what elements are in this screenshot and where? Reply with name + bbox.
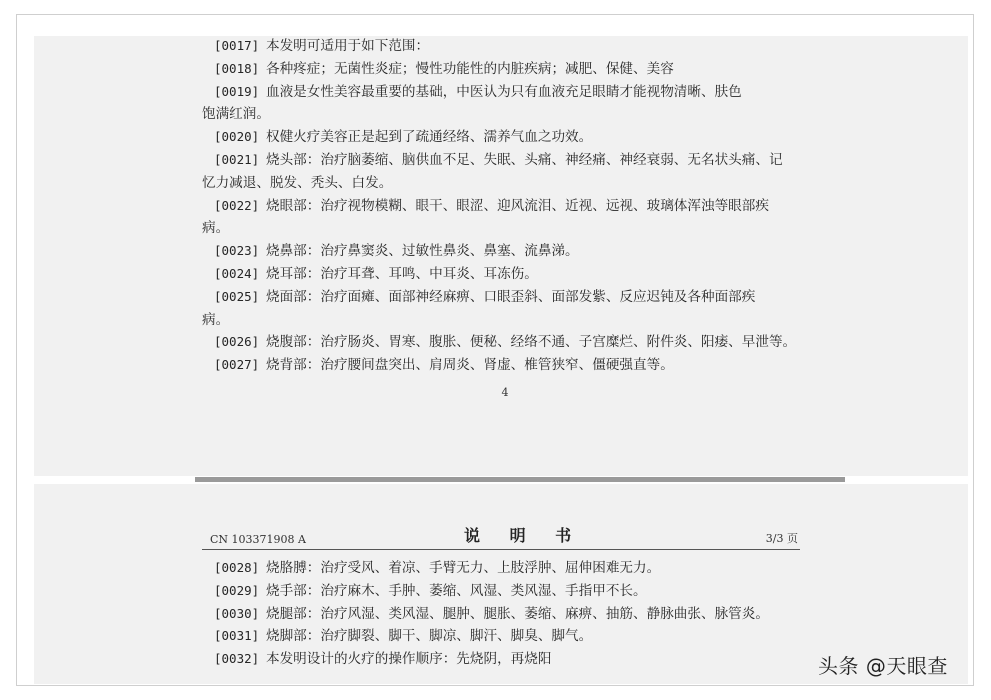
paragraph-text: 本发明可适用于如下范围： — [266, 38, 430, 54]
page-number: 4 — [501, 386, 509, 399]
document-title: 说 明 书 — [464, 526, 584, 545]
paragraph-number: [0031] — [214, 628, 260, 644]
paragraph-number: [0032] — [214, 651, 260, 667]
paragraph-line — [202, 240, 802, 263]
paragraph-line — [202, 625, 802, 648]
paragraph-line — [202, 263, 802, 286]
paragraph-line — [202, 149, 802, 172]
paragraph-number: [0021] — [214, 152, 260, 167]
paragraph-line — [202, 58, 802, 81]
paragraph-number: [0030] — [214, 605, 260, 621]
paragraph-text: 烧面部：治疗面瘫、面部神经麻痹、口眼歪斜、面部发紫、反应迟钝及各种面部疾 — [266, 288, 756, 305]
paragraph-text: 烧腿部：治疗风湿、类风湿、腿肿、腿胀、萎缩、麻痹、抽筋、静脉曲张、脉管炎。 — [266, 605, 769, 622]
paragraph-text: 烧脚部：治疗脚裂、脚干、脚凉、脚汗、脚臭、脚气。 — [266, 628, 593, 645]
paragraph-line — [202, 557, 802, 580]
paragraph-number: [0024] — [214, 266, 260, 281]
paragraph-line — [202, 195, 802, 218]
paragraph-text: 饱满红润。 — [202, 106, 270, 123]
paragraph-number: [0018] — [214, 60, 260, 76]
paragraph-text: 病。 — [202, 311, 230, 328]
patent-number: CN 103371908 A — [210, 533, 306, 546]
paragraph-text: 本发明设计的火疗的操作顺序：先烧阴，再烧阳 — [266, 651, 552, 668]
paragraph-line — [202, 126, 802, 149]
paragraph-number: [0027] — [214, 357, 260, 373]
paragraph-line — [202, 172, 802, 195]
paragraph-number: [0022] — [214, 197, 260, 213]
paragraph-line — [202, 648, 802, 671]
paragraph-text: 烧鼻部：治疗鼻窦炎、过敏性鼻炎、鼻塞、流鼻涕。 — [266, 243, 579, 260]
paragraph-text: 烧胳膊：治疗受风、着凉、手臂无力、上肢浮肿、屈伸困难无力。 — [266, 560, 661, 576]
paragraph-line — [202, 603, 802, 626]
paragraph-line — [202, 103, 802, 126]
paragraph-text: 烧头部：治疗脑萎缩、脑供血不足、失眠、头痛、神经痛、神经衰弱、无名状头痛、记 — [266, 152, 783, 168]
paragraph-line — [202, 354, 802, 377]
document-header — [202, 521, 800, 550]
paragraph-text: 烧腹部：治疗肠炎、胃寒、腹胀、便秘、经络不通、子宫糜烂、附件炎、阳痿、早泄等。 — [266, 334, 797, 351]
paragraph-text: 各种疼症；无菌性炎症；慢性功能性的内脏疾病；减肥、保健、美容 — [266, 60, 674, 77]
page-divider — [195, 477, 845, 482]
paragraph-number: [0026] — [214, 334, 260, 350]
paragraph-number: [0023] — [214, 243, 260, 259]
paragraph-text: 烧耳部：治疗耳聋、耳鸣、中耳炎、耳冻伤。 — [266, 266, 538, 282]
paragraph-line — [202, 309, 802, 332]
paragraph-number: [0025] — [214, 288, 260, 304]
paragraph-line — [202, 331, 802, 354]
paragraph-text: 病。 — [202, 220, 230, 237]
paragraph-text: 烧背部：治疗腰间盘突出、肩周炎、肾虚、椎管狭窄、僵硬强直等。 — [266, 357, 674, 374]
watermark: 头条 @天眼查 — [818, 654, 948, 678]
paragraph-text: 血液是女性美容最重要的基础，中医认为只有血液充足眼睛才能视物清晰、肤色 — [266, 83, 742, 100]
paragraph-text: 烧手部：治疗麻木、手肿、萎缩、风湿、类风湿、手指甲不长。 — [266, 582, 647, 599]
paragraph-number: [0017] — [214, 38, 260, 53]
paragraph-text: 忆力减退、脱发、秃头、白发。 — [202, 174, 393, 191]
paragraph-text: 权健火疗美容正是起到了疏通经络、濡养气血之功效。 — [266, 129, 593, 146]
paragraph-number: [0019] — [214, 83, 260, 99]
paragraph-number: [0020] — [214, 129, 260, 145]
paragraph-line — [202, 81, 802, 104]
page-info: 3/3 页 — [765, 532, 798, 545]
paragraph-number: [0029] — [214, 582, 260, 598]
paragraph-line — [202, 580, 802, 603]
paragraph-text: 烧眼部：治疗视物模糊、眼干、眼涩、迎风流泪、近视、远视、玻璃体浑浊等眼部疾 — [266, 197, 769, 214]
paragraph-line — [202, 35, 802, 58]
paragraph-number: [0028] — [214, 560, 260, 575]
paragraph-line — [202, 286, 802, 309]
paragraph-line — [202, 217, 802, 240]
